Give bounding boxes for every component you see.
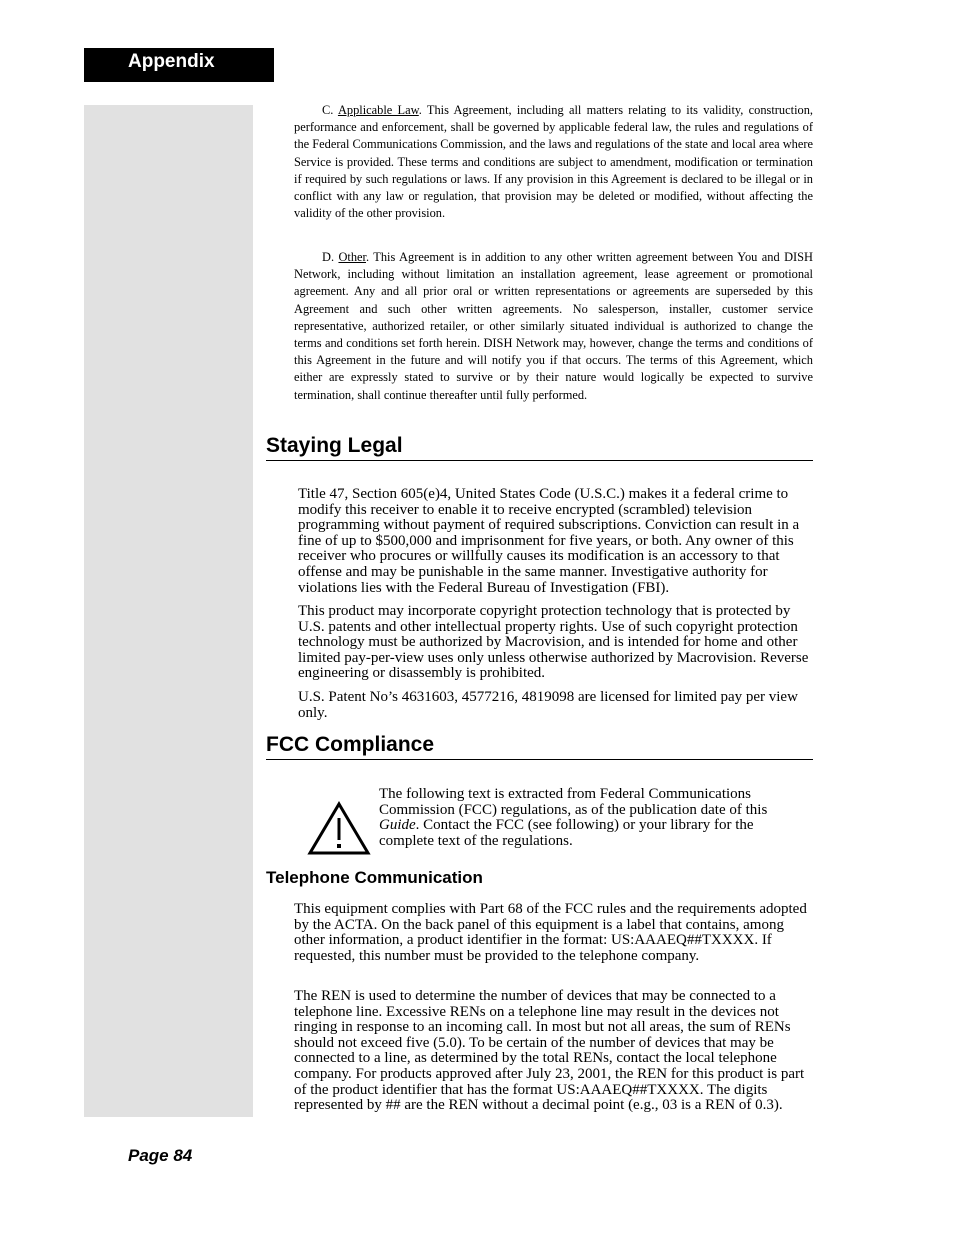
section-label: Appendix bbox=[128, 51, 215, 72]
page-number: Page 84 bbox=[128, 1146, 193, 1165]
telephone-communication-heading: Telephone Communication bbox=[266, 868, 483, 887]
telephone-paragraph-1: This equipment complies with Part 68 of the FCC rules and the requirements adopted by the ACTA. On the back panel of this equipment is a label that contains, among other information, a product identifier in the format: US:AAAEQ##TXXXX. If requested, this number must be provided to the telephone company. bbox=[294, 901, 807, 964]
agreement-clause-d bbox=[294, 249, 813, 404]
clause-c-title: Applicable Law bbox=[337, 103, 419, 117]
staying-legal-paragraph-3: U.S. Patent No’s 4631603, 4577216, 4819098 are licensed for limited pay per view only. bbox=[298, 689, 798, 721]
fcc-note-text-a: The following text is extracted from Federal Communications Commission (FCC) regulations, as of the publication date of this bbox=[379, 786, 768, 818]
telephone-paragraph-2: The REN is used to determine the number of devices that may be connected to a telephone line. Excessive RENs on a telephone line may result in the devices not ringing in response to an incoming call. In most but not all areas, the sum of RENs should not exceed five (5.0). To be certain of the number of devices that may be connected to a line, as determined by the total RENs, contact the local telephone company. For products approved after July 23, 2001, the REN for this product is part of the product identifier that has the format US:AAAEQ##TXXXX. The digits represented by ## are the REN without a decimal point (e.g., 03 is a REN of 0.3). bbox=[294, 988, 805, 1114]
section-header-bar bbox=[84, 48, 274, 82]
clause-c-prefix: C. bbox=[322, 103, 338, 117]
warning-triangle-icon bbox=[307, 801, 371, 856]
clause-d-prefix: D. bbox=[322, 250, 339, 264]
clause-d-title: Other bbox=[338, 250, 366, 264]
clause-c-body: . This Agreement, including all matters relating to its validity, construction, performance and enforcement, shall be governed by applicable federal law, the rules and regulations of the Federal Communications Commission, and the laws and regulations of the state and local area where Service is provided. These terms and conditions are subject to amendment, modification or termination if required by such regulations or laws. If any provision in this Agreement is declared to be illegal or in conflict with any law or regulation, that provision may be deleted or modified, without affecting the validity of the other provision. bbox=[294, 103, 813, 221]
agreement-clause-c bbox=[294, 102, 813, 222]
staying-legal-heading: Staying Legal bbox=[266, 434, 813, 461]
side-margin-panel bbox=[84, 105, 253, 1117]
fcc-compliance-heading: FCC Compliance bbox=[266, 733, 813, 760]
staying-legal-paragraph-2: This product may incorporate copyright protection technology that is protected by U.S. patents and other intellectual property rights. Use of such copyright protection technology must be authorized by Macrovision, and is intended for home and other limited pay-per-view uses only unless otherwise authorized by Macrovision. Reverse engineering or disassembly is prohibited. bbox=[298, 603, 809, 682]
clause-d-body: . This Agreement is in addition to any other written agreement between You and DISH Network, including without limitation an installation agreement, lease agreement or promotional agreement. Any and all prior oral or written representations or agreements are superseded by this Agreement and such other written agreements. No salesperson, installer, customer service representative, authorized retailer, or other similarly situated individual is authorized to change the terms and conditions set forth herein. DISH Network may, however, change the terms and conditions of this Agreement in the future and will notify you if that occurs. The terms of this Agreement, which either are expressly stated to survive or by their nature would logically be expected to survive termination, shall continue thereafter until fully performed. bbox=[294, 250, 813, 402]
fcc-note-text-b: . Contact the FCC (see following) or your library for the complete text of the regulations. bbox=[379, 817, 754, 849]
staying-legal-paragraph-1: Title 47, Section 605(e)4, United States Code (U.S.C.) makes it a federal crime to modify this receiver to enable it to receive encrypted (scrambled) television programming without payment of required subscriptions. Conviction can result in a fine of up to $500,000 and imprisonment for five years, or both. Any owner of this receiver who procures or willfully causes its modification is an accessory to that offense and may be punishable in the same manner. Investigative authority for violations lies with the Federal Bureau of Investigation (FBI). bbox=[298, 486, 800, 596]
fcc-note-guide: Guide bbox=[379, 817, 416, 834]
fcc-note bbox=[379, 787, 799, 849]
